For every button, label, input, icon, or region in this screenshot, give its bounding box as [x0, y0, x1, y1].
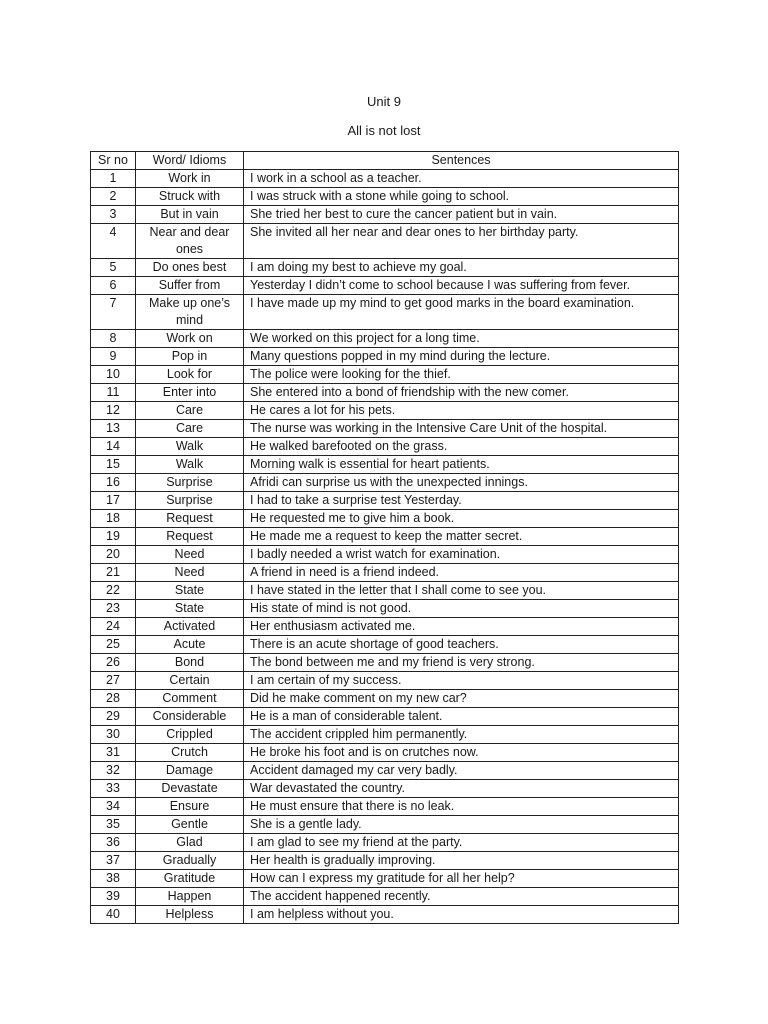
- word-idiom-cell: Considerable: [136, 708, 244, 726]
- sentence-cell: I have stated in the letter that I shall come to see you.: [244, 582, 679, 600]
- row-number: 31: [91, 744, 136, 762]
- table-row: [91, 834, 679, 852]
- row-number: 35: [91, 816, 136, 834]
- word-idiom-cell: But in vain: [136, 206, 244, 224]
- row-number: 16: [91, 474, 136, 492]
- sentence-cell: He cares a lot for his pets.: [244, 402, 679, 420]
- unit-heading: Unit 9: [367, 94, 401, 109]
- word-idiom-cell: Struck with: [136, 188, 244, 206]
- table-row: [91, 672, 679, 690]
- table-row: [91, 330, 679, 348]
- table-row: [91, 600, 679, 618]
- word-idiom-cell: Walk: [136, 456, 244, 474]
- table-row: [91, 295, 679, 330]
- row-number: 13: [91, 420, 136, 438]
- sentence-cell: Accident damaged my car very badly.: [244, 762, 679, 780]
- sentence-cell: He must ensure that there is no leak.: [244, 798, 679, 816]
- row-number: 4: [91, 224, 136, 259]
- table-row: [91, 744, 679, 762]
- sentence-cell: She tried her best to cure the cancer patient but in vain.: [244, 206, 679, 224]
- word-idiom-cell: Enter into: [136, 384, 244, 402]
- sentence-cell: She invited all her near and dear ones to her birthday party.: [244, 224, 679, 259]
- sentence-cell: War devastated the country.: [244, 780, 679, 798]
- sentence-cell: The police were looking for the thief.: [244, 366, 679, 384]
- table-row: [91, 456, 679, 474]
- table-row: [91, 277, 679, 295]
- row-number: 40: [91, 906, 136, 924]
- header-word-idioms: Word/ Idioms: [136, 152, 244, 170]
- sentence-cell: How can I express my gratitude for all her help?: [244, 870, 679, 888]
- sentence-cell: I work in a school as a teacher.: [244, 170, 679, 188]
- sentence-cell: Her enthusiasm activated me.: [244, 618, 679, 636]
- row-number: 18: [91, 510, 136, 528]
- row-number: 2: [91, 188, 136, 206]
- row-number: 37: [91, 852, 136, 870]
- table-row: [91, 636, 679, 654]
- table-row: [91, 420, 679, 438]
- header-sr-no: Sr no: [91, 152, 136, 170]
- row-number: 39: [91, 888, 136, 906]
- table-row: [91, 690, 679, 708]
- sentence-cell: He walked barefooted on the grass.: [244, 438, 679, 456]
- row-number: 32: [91, 762, 136, 780]
- table-row: [91, 762, 679, 780]
- row-number: 23: [91, 600, 136, 618]
- table-row: [91, 870, 679, 888]
- sentence-cell: Many questions popped in my mind during the lecture.: [244, 348, 679, 366]
- word-idiom-cell: Work on: [136, 330, 244, 348]
- word-idiom-cell: Crippled: [136, 726, 244, 744]
- word-idiom-cell: Comment: [136, 690, 244, 708]
- word-idiom-cell: Certain: [136, 672, 244, 690]
- sentence-cell: I was struck with a stone while going to school.: [244, 188, 679, 206]
- word-idiom-cell: Walk: [136, 438, 244, 456]
- sentence-cell: The accident crippled him permanently.: [244, 726, 679, 744]
- sentence-cell: I had to take a surprise test Yesterday.: [244, 492, 679, 510]
- word-idiom-cell: Gratitude: [136, 870, 244, 888]
- word-idiom-cell: Work in: [136, 170, 244, 188]
- sentence-cell: Yesterday I didn’t come to school because I was suffering from fever.: [244, 277, 679, 295]
- sentence-cell: Morning walk is essential for heart patients.: [244, 456, 679, 474]
- table-row: [91, 259, 679, 277]
- word-idiom-cell: Care: [136, 402, 244, 420]
- sentence-cell: I have made up my mind to get good marks in the board examination.: [244, 295, 679, 330]
- table-row: [91, 206, 679, 224]
- sentence-cell: The bond between me and my friend is very strong.: [244, 654, 679, 672]
- word-idiom-cell: Gradually: [136, 852, 244, 870]
- row-number: 12: [91, 402, 136, 420]
- header-sentences: Sentences: [244, 152, 679, 170]
- row-number: 7: [91, 295, 136, 330]
- table-row: [91, 888, 679, 906]
- row-number: 30: [91, 726, 136, 744]
- row-number: 5: [91, 259, 136, 277]
- sentence-cell: Her health is gradually improving.: [244, 852, 679, 870]
- row-number: 20: [91, 546, 136, 564]
- word-idiom-cell: Glad: [136, 834, 244, 852]
- row-number: 3: [91, 206, 136, 224]
- word-idiom-cell: Request: [136, 528, 244, 546]
- word-idiom-cell: Near and dear ones: [136, 224, 244, 259]
- sentence-cell: The nurse was working in the Intensive Care Unit of the hospital.: [244, 420, 679, 438]
- table-row: [91, 798, 679, 816]
- word-idiom-cell: Suffer from: [136, 277, 244, 295]
- table-row: [91, 348, 679, 366]
- word-idiom-cell: Crutch: [136, 744, 244, 762]
- sentence-cell: We worked on this project for a long time.: [244, 330, 679, 348]
- sentence-cell: Afridi can surprise us with the unexpected innings.: [244, 474, 679, 492]
- word-idiom-cell: Helpless: [136, 906, 244, 924]
- sentence-cell: I am doing my best to achieve my goal.: [244, 259, 679, 277]
- row-number: 11: [91, 384, 136, 402]
- sentence-cell: He made me a request to keep the matter secret.: [244, 528, 679, 546]
- table-row: [91, 906, 679, 924]
- table-row: [91, 384, 679, 402]
- row-number: 27: [91, 672, 136, 690]
- table-row: [91, 366, 679, 384]
- table-row: [91, 852, 679, 870]
- word-idiom-cell: State: [136, 582, 244, 600]
- lesson-title: All is not lost: [347, 123, 421, 138]
- table-row: [91, 816, 679, 834]
- table-row: [91, 780, 679, 798]
- row-number: 34: [91, 798, 136, 816]
- row-number: 19: [91, 528, 136, 546]
- sentence-cell: I am certain of my success.: [244, 672, 679, 690]
- table-row: [91, 708, 679, 726]
- table-row: [91, 564, 679, 582]
- word-idiom-cell: Look for: [136, 366, 244, 384]
- row-number: 28: [91, 690, 136, 708]
- word-idiom-cell: Surprise: [136, 474, 244, 492]
- row-number: 26: [91, 654, 136, 672]
- sentence-cell: He requested me to give him a book.: [244, 510, 679, 528]
- sentence-cell: A friend in need is a friend indeed.: [244, 564, 679, 582]
- sentence-cell: He broke his foot and is on crutches now.: [244, 744, 679, 762]
- word-idiom-cell: State: [136, 600, 244, 618]
- sentence-cell: She is a gentle lady.: [244, 816, 679, 834]
- sentence-cell: I am helpless without you.: [244, 906, 679, 924]
- table-row: [91, 188, 679, 206]
- table-row: [91, 438, 679, 456]
- table-row: [91, 618, 679, 636]
- table-row: [91, 582, 679, 600]
- sentence-cell: The accident happened recently.: [244, 888, 679, 906]
- word-idiom-cell: Need: [136, 546, 244, 564]
- row-number: 10: [91, 366, 136, 384]
- table-row: [91, 654, 679, 672]
- table-header-row: [91, 152, 679, 170]
- table-row: [91, 170, 679, 188]
- word-idiom-cell: Happen: [136, 888, 244, 906]
- word-idiom-cell: Request: [136, 510, 244, 528]
- sentence-cell: Did he make comment on my new car?: [244, 690, 679, 708]
- word-idiom-cell: Do ones best: [136, 259, 244, 277]
- row-number: 21: [91, 564, 136, 582]
- word-idiom-cell: Care: [136, 420, 244, 438]
- word-idiom-cell: Make up one’s mind: [136, 295, 244, 330]
- word-idiom-cell: Devastate: [136, 780, 244, 798]
- row-number: 36: [91, 834, 136, 852]
- word-idiom-cell: Gentle: [136, 816, 244, 834]
- table-row: [91, 528, 679, 546]
- word-idiom-cell: Bond: [136, 654, 244, 672]
- row-number: 9: [91, 348, 136, 366]
- table-row: [91, 474, 679, 492]
- word-idiom-cell: Pop in: [136, 348, 244, 366]
- table-row: [91, 224, 679, 259]
- row-number: 33: [91, 780, 136, 798]
- word-idiom-cell: Surprise: [136, 492, 244, 510]
- row-number: 15: [91, 456, 136, 474]
- row-number: 38: [91, 870, 136, 888]
- table-row: [91, 546, 679, 564]
- word-idiom-cell: Need: [136, 564, 244, 582]
- word-idiom-cell: Acute: [136, 636, 244, 654]
- sentence-cell: There is an acute shortage of good teachers.: [244, 636, 679, 654]
- row-number: 17: [91, 492, 136, 510]
- table-row: [91, 510, 679, 528]
- sentence-cell: I badly needed a wrist watch for examination.: [244, 546, 679, 564]
- vocabulary-table: [90, 151, 679, 924]
- word-idiom-cell: Activated: [136, 618, 244, 636]
- sentence-cell: She entered into a bond of friendship with the new comer.: [244, 384, 679, 402]
- table-row: [91, 492, 679, 510]
- table-row: [91, 726, 679, 744]
- row-number: 24: [91, 618, 136, 636]
- sentence-cell: His state of mind is not good.: [244, 600, 679, 618]
- word-idiom-cell: Ensure: [136, 798, 244, 816]
- row-number: 22: [91, 582, 136, 600]
- row-number: 25: [91, 636, 136, 654]
- sentence-cell: I am glad to see my friend at the party.: [244, 834, 679, 852]
- row-number: 29: [91, 708, 136, 726]
- row-number: 14: [91, 438, 136, 456]
- sentence-cell: He is a man of considerable talent.: [244, 708, 679, 726]
- table-row: [91, 402, 679, 420]
- row-number: 8: [91, 330, 136, 348]
- word-idiom-cell: Damage: [136, 762, 244, 780]
- row-number: 1: [91, 170, 136, 188]
- row-number: 6: [91, 277, 136, 295]
